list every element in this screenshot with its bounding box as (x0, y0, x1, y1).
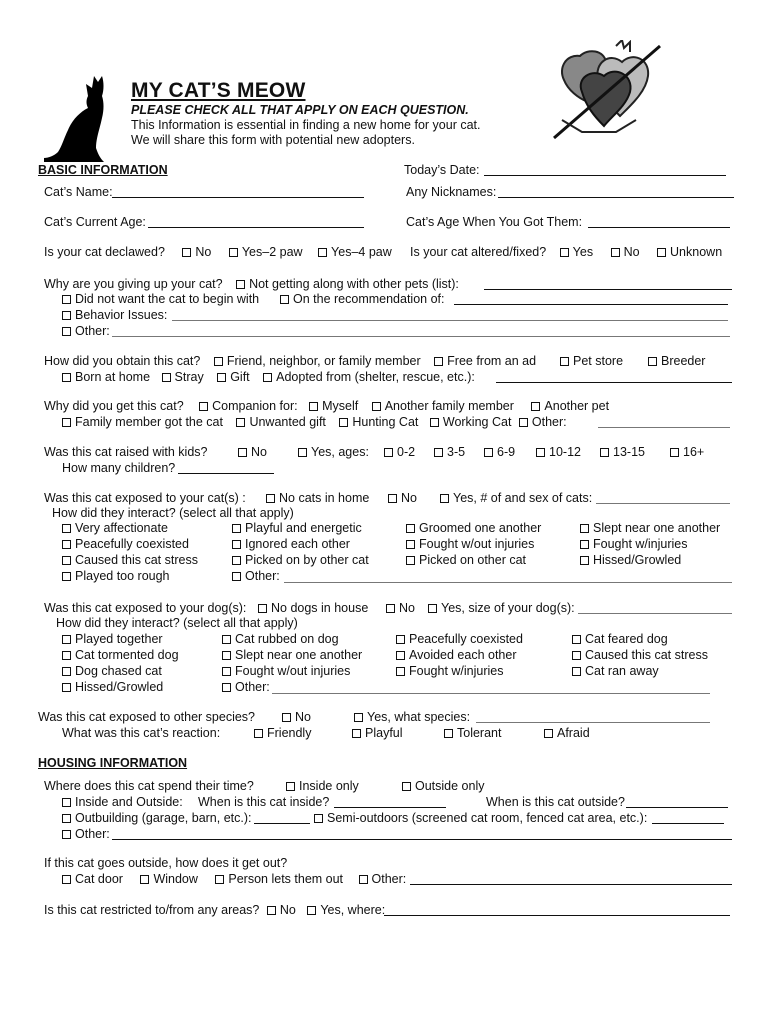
cats-yes-option[interactable]: Yes, # of and sex of cats: (440, 491, 592, 506)
page-title: MY CAT’S MEOW (131, 79, 306, 102)
picked-on-other-option[interactable]: Picked on other cat (406, 553, 541, 568)
checkbox[interactable] (388, 494, 397, 503)
checkbox[interactable] (434, 448, 443, 457)
declawed-4paw-option[interactable]: Yes–4 paw (318, 245, 392, 260)
why-get-question (44, 399, 609, 414)
recommendation-field[interactable] (454, 304, 728, 305)
checkbox[interactable] (600, 448, 609, 457)
checkbox[interactable] (258, 604, 267, 613)
age-0-2-option[interactable]: 0-2 (384, 445, 415, 460)
picked-on-by-other-option[interactable]: Picked on by other cat (232, 553, 369, 568)
giving-up-other-field[interactable] (112, 336, 730, 337)
altered-yes-option[interactable]: Yes (560, 245, 593, 260)
species-no-option[interactable]: No (282, 710, 311, 725)
checkbox[interactable] (386, 604, 395, 613)
cats-no-option[interactable]: No (388, 491, 417, 506)
fought-without-injuries-option[interactable]: Fought w/out injuries (406, 537, 541, 552)
dogs-col-3 (396, 632, 523, 679)
checkbox[interactable] (354, 713, 363, 722)
nicknames-label: Any Nicknames: (406, 185, 497, 199)
cats-col-1 (62, 521, 198, 584)
todays-date-field[interactable] (484, 175, 726, 176)
intro-line-1: This Information is essential in finding a new home for your cat. (131, 118, 481, 132)
companion-option[interactable]: Companion for: (199, 399, 297, 414)
not-getting-along-option[interactable]: Not getting along with other pets (list): (236, 277, 459, 292)
checkbox[interactable] (238, 448, 247, 457)
checkbox[interactable] (62, 798, 71, 807)
checkbox[interactable] (544, 729, 553, 738)
cat-tormented-dog-option[interactable]: Cat tormented dog (62, 648, 179, 663)
kids-question: Was this cat raised with kids? (44, 445, 208, 459)
reaction-label: What was this cat’s reaction: (62, 726, 221, 740)
checkbox[interactable] (572, 667, 581, 676)
friend-option[interactable]: Friend, neighbor, or family member (214, 354, 421, 369)
cat-silhouette-icon (42, 74, 112, 164)
cats-interact-label: How did they interact? (select all that apply) (52, 506, 294, 520)
hunting-cat-option[interactable]: Hunting Cat (339, 415, 418, 430)
goes-outside-question: If this cat goes outside, how does it get out? (44, 856, 288, 870)
giving-up-other-option[interactable]: Other: (62, 324, 110, 339)
cats-question: Was this cat exposed to your cat(s) : (44, 491, 246, 505)
dogs-yes-option[interactable]: Yes, size of your dog(s): (428, 601, 575, 616)
checkbox[interactable] (236, 280, 245, 289)
checkbox[interactable] (62, 875, 71, 884)
dogs-interact-label: How did they interact? (select all that apply) (56, 616, 298, 630)
hissed-growled-option[interactable]: Hissed/Growled (580, 553, 720, 568)
checkbox[interactable] (430, 418, 439, 427)
checkbox[interactable] (484, 448, 493, 457)
kids-yes-option[interactable]: Yes, ages: (298, 445, 369, 460)
checkbox[interactable] (222, 683, 231, 692)
housing-other-option[interactable]: Other: (62, 827, 110, 842)
fought-with-injuries-option[interactable]: Fought w/injuries (580, 537, 720, 552)
when-inside-field[interactable] (334, 807, 446, 808)
checkbox[interactable] (519, 418, 528, 427)
declawed-no-option[interactable]: No (182, 245, 211, 260)
checkbox[interactable] (232, 524, 241, 533)
checkbox[interactable] (62, 295, 71, 304)
cat-feared-dog-option[interactable]: Cat feared dog (572, 632, 708, 647)
checkbox[interactable] (307, 906, 316, 915)
afraid-option[interactable]: Afraid (544, 726, 590, 741)
instructions-heading: PLEASE CHECK ALL THAT APPLY ON EACH QUESTION. (131, 103, 469, 117)
slept-near-option[interactable]: Slept near one another (580, 521, 720, 536)
groomed-option[interactable]: Groomed one another (406, 521, 541, 536)
played-rough-option[interactable]: Played too rough (62, 569, 198, 584)
checkbox[interactable] (536, 448, 545, 457)
cats-other-field[interactable] (284, 582, 732, 583)
checkbox[interactable] (560, 357, 569, 366)
housing-heading: HOUSING INFORMATION (38, 756, 188, 770)
inside-only-option[interactable]: Inside only (286, 779, 359, 794)
checkbox[interactable] (62, 418, 71, 427)
checkbox[interactable] (62, 556, 71, 565)
checkbox[interactable] (232, 556, 241, 565)
why-get-label: Why did you get this cat? (44, 399, 184, 413)
born-at-home-option[interactable]: Born at home (62, 370, 150, 385)
checkbox[interactable] (282, 713, 291, 722)
checkbox[interactable] (62, 635, 71, 644)
checkbox[interactable] (62, 373, 71, 382)
checkbox[interactable] (531, 402, 540, 411)
declawed-question (44, 245, 392, 260)
goes-out-other-field[interactable] (410, 884, 732, 885)
checkbox[interactable] (580, 540, 589, 549)
playful-energetic-option[interactable]: Playful and energetic (232, 521, 369, 536)
species-field[interactable] (476, 722, 710, 723)
did-not-want-option[interactable]: Did not want the cat to begin with (62, 292, 259, 307)
restricted-label: Is this cat restricted to/from any areas? (44, 903, 260, 917)
checkbox[interactable] (232, 572, 241, 581)
obtain-row-2 (62, 370, 475, 385)
nicknames-field[interactable] (498, 197, 734, 198)
checkbox[interactable] (572, 635, 581, 644)
peacefully-coexisted-option[interactable]: Peacefully coexisted (62, 537, 198, 552)
checkbox[interactable] (611, 248, 620, 257)
very-affectionate-option[interactable]: Very affectionate (62, 521, 198, 536)
family-member-got-option[interactable]: Family member got the cat (62, 415, 223, 430)
checkbox[interactable] (62, 572, 71, 581)
checkbox[interactable] (62, 540, 71, 549)
checkbox[interactable] (62, 524, 71, 533)
outside-only-option[interactable]: Outside only (402, 779, 484, 794)
avoided-option[interactable]: Avoided each other (396, 648, 523, 663)
pet-store-option[interactable]: Pet store (560, 354, 623, 369)
when-outside-label: When is this cat outside? (486, 795, 625, 809)
checkbox[interactable] (648, 357, 657, 366)
checkbox[interactable] (434, 357, 443, 366)
checkbox[interactable] (62, 683, 71, 692)
checkbox[interactable] (359, 875, 368, 884)
no-cats-option[interactable]: No cats in home (266, 491, 369, 506)
dogs-hissed-option[interactable]: Hissed/Growled (62, 680, 179, 695)
checkbox[interactable] (580, 556, 589, 565)
checkbox[interactable] (215, 875, 224, 884)
age-6-9-option[interactable]: 6-9 (484, 445, 515, 460)
altered-label: Is your cat altered/fixed? (410, 245, 547, 259)
dogs-no-option[interactable]: No (386, 601, 415, 616)
checkbox[interactable] (428, 604, 437, 613)
checkbox[interactable] (62, 311, 71, 320)
when-inside-label: When is this cat inside? (198, 795, 330, 809)
checkbox[interactable] (580, 524, 589, 533)
free-ad-option[interactable]: Free from an ad (434, 354, 536, 369)
checkbox[interactable] (572, 651, 581, 660)
checkbox[interactable] (309, 402, 318, 411)
checkbox[interactable] (214, 357, 223, 366)
checkbox[interactable] (62, 667, 71, 676)
declawed-label: Is your cat declawed? (44, 245, 165, 259)
heart-logo-icon (552, 40, 664, 140)
dog-chased-cat-option[interactable]: Dog chased cat (62, 664, 179, 679)
friendly-option[interactable]: Friendly (254, 726, 311, 741)
restricted-no-option[interactable]: No (267, 903, 296, 918)
behavior-issues-field[interactable] (172, 320, 728, 321)
working-cat-option[interactable]: Working Cat (430, 415, 512, 430)
dogs-fought-without-option[interactable]: Fought w/out injuries (222, 664, 362, 679)
dogs-col-1 (62, 632, 179, 695)
dogs-slept-near-option[interactable]: Slept near one another (222, 648, 362, 663)
age-16-plus-option[interactable]: 16+ (670, 445, 704, 460)
obtain-question (44, 354, 536, 369)
adopted-from-option[interactable]: Adopted from (shelter, rescue, etc.): (263, 370, 475, 385)
played-together-option[interactable]: Played together (62, 632, 179, 647)
person-lets-out-option[interactable]: Person lets them out (215, 872, 343, 887)
cats-col-4 (580, 521, 720, 568)
semi-outdoors-option[interactable]: Semi-outdoors (screened cat room, fenced cat area, etc.): (314, 811, 647, 826)
checkbox[interactable] (314, 814, 323, 823)
myself-option[interactable]: Myself (309, 399, 358, 414)
checkbox[interactable] (222, 667, 231, 676)
breeder-option[interactable]: Breeder (648, 354, 705, 369)
outbuilding-field[interactable] (254, 823, 310, 824)
checkbox[interactable] (280, 295, 289, 304)
dogs-other-field[interactable] (272, 693, 710, 694)
checkbox[interactable] (670, 448, 679, 457)
dogs-caused-stress-option[interactable]: Caused this cat stress (572, 648, 708, 663)
stray-option[interactable]: Stray (162, 370, 204, 385)
checkbox[interactable] (406, 540, 415, 549)
checkbox[interactable] (236, 418, 245, 427)
checkbox[interactable] (62, 830, 71, 839)
age-10-12-option[interactable]: 10-12 (536, 445, 581, 460)
checkbox[interactable] (62, 814, 71, 823)
checkbox[interactable] (396, 635, 405, 644)
cats-name-field[interactable] (112, 197, 364, 198)
restricted-yes-option[interactable]: Yes, where: (307, 903, 385, 918)
age-when-got-label: Cat’s Age When You Got Them: (406, 215, 583, 229)
altered-no-option[interactable]: No (611, 245, 640, 260)
unwanted-gift-option[interactable]: Unwanted gift (236, 415, 325, 430)
another-pet-option[interactable]: Another pet (531, 399, 609, 414)
age-13-15-option[interactable]: 13-15 (600, 445, 645, 460)
age-when-got-field[interactable] (588, 227, 730, 228)
cat-ran-away-option[interactable]: Cat ran away (572, 664, 708, 679)
dog-size-field[interactable] (578, 613, 732, 614)
outbuilding-option[interactable]: Outbuilding (garage, barn, etc.): (62, 811, 252, 826)
cat-door-option[interactable]: Cat door (62, 872, 123, 887)
current-age-label: Cat’s Current Age: (44, 215, 146, 229)
checkbox[interactable] (318, 248, 327, 257)
checkbox[interactable] (444, 729, 453, 738)
age-3-5-option[interactable]: 3-5 (434, 445, 465, 460)
checkbox[interactable] (62, 651, 71, 660)
spend-time-question: Where does this cat spend their time? (44, 779, 254, 793)
kids-no-option[interactable]: No (238, 445, 267, 460)
recommendation-option[interactable]: On the recommendation of: (280, 292, 444, 307)
cats-name-label: Cat’s Name: (44, 185, 113, 199)
restricted-question (44, 903, 385, 918)
declawed-2paw-option[interactable]: Yes–2 paw (229, 245, 303, 260)
ignored-each-other-option[interactable]: Ignored each other (232, 537, 369, 552)
species-question: Was this cat exposed to other species? (38, 710, 256, 724)
checkbox[interactable] (199, 402, 208, 411)
checkbox[interactable] (406, 524, 415, 533)
tolerant-option[interactable]: Tolerant (444, 726, 501, 741)
checkbox[interactable] (372, 402, 381, 411)
checkbox[interactable] (396, 651, 405, 660)
checkbox[interactable] (62, 327, 71, 336)
current-age-field[interactable] (148, 227, 364, 228)
checkbox[interactable] (657, 248, 666, 257)
checkbox[interactable] (162, 373, 171, 382)
goes-out-other-option[interactable]: Other: (359, 872, 407, 887)
why-get-other-field[interactable] (598, 427, 730, 428)
why-get-row-2 (62, 415, 567, 430)
dogs-peacefully-option[interactable]: Peacefully coexisted (396, 632, 523, 647)
dogs-col-2 (222, 632, 362, 695)
adopted-from-field[interactable] (496, 382, 732, 383)
intro-line-2: We will share this form with potential new adopters. (131, 133, 415, 147)
checkbox[interactable] (217, 373, 226, 382)
checkbox[interactable] (440, 494, 449, 503)
checkbox[interactable] (402, 782, 411, 791)
behavior-issues-option[interactable]: Behavior Issues: (62, 308, 167, 323)
when-outside-field[interactable] (626, 807, 728, 808)
why-get-other-option[interactable]: Other: (519, 415, 567, 430)
species-yes-option[interactable]: Yes, what species: (354, 710, 470, 725)
giving-up-question (44, 277, 459, 292)
obtain-label: How did you obtain this cat? (44, 354, 201, 368)
checkbox[interactable] (384, 448, 393, 457)
checkbox[interactable] (286, 782, 295, 791)
checkbox[interactable] (222, 651, 231, 660)
cats-other-option[interactable]: Other: (232, 569, 369, 584)
semi-outdoors-field[interactable] (652, 823, 724, 824)
giving-up-label: Why are you giving up your cat? (44, 277, 223, 291)
checkbox[interactable] (182, 248, 191, 257)
cats-col-2 (232, 521, 369, 584)
altered-question (410, 245, 722, 260)
checkbox[interactable] (266, 494, 275, 503)
another-family-member-option[interactable]: Another family member (372, 399, 514, 414)
checkbox[interactable] (254, 729, 263, 738)
checkbox[interactable] (229, 248, 238, 257)
caused-stress-option[interactable]: Caused this cat stress (62, 553, 198, 568)
checkbox[interactable] (232, 540, 241, 549)
goes-out-options (62, 872, 406, 887)
checkbox[interactable] (298, 448, 307, 457)
checkbox[interactable] (396, 667, 405, 676)
checkbox[interactable] (222, 635, 231, 644)
checkbox[interactable] (339, 418, 348, 427)
window-option[interactable]: Window (140, 872, 197, 887)
dogs-question: Was this cat exposed to your dog(s): (44, 601, 247, 615)
checkbox[interactable] (352, 729, 361, 738)
inside-outside-option[interactable]: Inside and Outside: (62, 795, 183, 810)
basic-info-heading: BASIC INFORMATION (38, 163, 168, 177)
cat-rubbed-option[interactable]: Cat rubbed on dog (222, 632, 362, 647)
cats-col-3 (406, 521, 541, 568)
dogs-other-option[interactable]: Other: (222, 680, 362, 695)
housing-other-field[interactable] (112, 839, 732, 840)
checkbox[interactable] (560, 248, 569, 257)
altered-unknown-option[interactable]: Unknown (657, 245, 722, 260)
how-many-children-field[interactable] (178, 473, 274, 474)
dogs-fought-with-option[interactable]: Fought w/injuries (396, 664, 523, 679)
todays-date-label: Today’s Date: (404, 163, 480, 177)
how-many-children-label: How many children? (62, 461, 176, 475)
no-dogs-option[interactable]: No dogs in house (258, 601, 368, 616)
pets-list-field[interactable] (484, 289, 732, 290)
checkbox[interactable] (263, 373, 272, 382)
checkbox[interactable] (140, 875, 149, 884)
checkbox[interactable] (267, 906, 276, 915)
gift-option[interactable]: Gift (217, 370, 249, 385)
cats-number-sex-field[interactable] (596, 503, 730, 504)
dogs-col-4 (572, 632, 708, 679)
playful-option[interactable]: Playful (352, 726, 403, 741)
checkbox[interactable] (406, 556, 415, 565)
restricted-where-field[interactable] (384, 915, 730, 916)
